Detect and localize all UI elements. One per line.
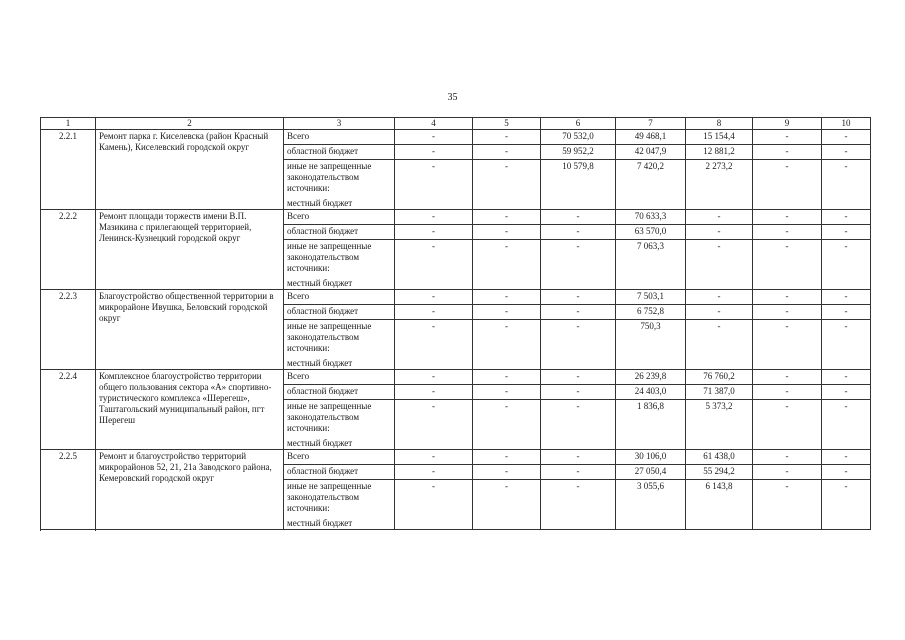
source-other	[284, 400, 395, 450]
value-cell: -	[395, 160, 473, 210]
value-cell: -	[541, 320, 616, 370]
value-cell: 7 503,1	[616, 290, 686, 305]
value-cell: 61 438,0	[686, 450, 753, 465]
value-cell: -	[822, 465, 871, 480]
column-number: 7	[616, 118, 686, 130]
source-other-label: иные не запрещенные законодательством источники:	[287, 161, 372, 193]
value-cell: 49 468,1	[616, 130, 686, 145]
value-cell: -	[822, 145, 871, 160]
source-other-label: иные не запрещенные законодательством источники:	[287, 481, 372, 513]
column-number-row	[41, 118, 871, 130]
value-cell: -	[753, 370, 822, 385]
source-regional: областной бюджет	[284, 225, 395, 240]
value-cell: -	[541, 480, 616, 530]
value-cell: -	[822, 130, 871, 145]
value-cell: 1 836,8	[616, 400, 686, 450]
value-cell: 7 420,2	[616, 160, 686, 210]
value-cell: -	[822, 320, 871, 370]
item-name: Комплексное благоустройство территории общего пользования сектора «А» спортивно-туристического комплекса «Шерегеш», Таштагольский муниципальный район, пгт Шерегеш	[96, 370, 284, 450]
column-number: 8	[686, 118, 753, 130]
value-cell: -	[753, 450, 822, 465]
source-local-label: местный бюджет	[287, 518, 353, 528]
column-number: 9	[753, 118, 822, 130]
source-total: Всего	[284, 370, 395, 385]
page-number: 35	[447, 92, 458, 103]
value-cell: -	[822, 400, 871, 450]
value-cell: -	[822, 385, 871, 400]
value-cell: -	[822, 210, 871, 225]
value-cell: -	[395, 305, 473, 320]
value-cell: -	[541, 370, 616, 385]
value-cell: 5 373,2	[686, 400, 753, 450]
value-cell: -	[473, 305, 541, 320]
value-cell: -	[395, 130, 473, 145]
value-cell: -	[541, 465, 616, 480]
value-cell: -	[686, 290, 753, 305]
source-local-label: местный бюджет	[287, 198, 353, 208]
value-cell: 63 570,0	[616, 225, 686, 240]
value-cell: 3 055,6	[616, 480, 686, 530]
value-cell: -	[473, 145, 541, 160]
value-cell: -	[822, 225, 871, 240]
value-cell: -	[473, 450, 541, 465]
value-cell: -	[395, 370, 473, 385]
item-name: Благоустройство общественной территории в микрорайоне Ивушка, Беловский городской округ	[96, 290, 284, 370]
value-cell: 750,3	[616, 320, 686, 370]
value-cell: 71 387,0	[686, 385, 753, 400]
source-local-label: местный бюджет	[287, 438, 353, 448]
source-total: Всего	[284, 210, 395, 225]
value-cell: -	[822, 290, 871, 305]
table-row	[41, 370, 871, 385]
value-cell: 26 239,8	[616, 370, 686, 385]
value-cell: -	[473, 480, 541, 530]
value-cell: 27 050,4	[616, 465, 686, 480]
value-cell: -	[395, 210, 473, 225]
value-cell: -	[473, 385, 541, 400]
value-cell: -	[395, 400, 473, 450]
value-cell: 6 752,8	[616, 305, 686, 320]
source-other-label: иные не запрещенные законодательством источники:	[287, 401, 372, 433]
value-cell: -	[395, 450, 473, 465]
value-cell: -	[473, 240, 541, 290]
table-row	[41, 210, 871, 225]
source-total: Всего	[284, 130, 395, 145]
source-regional: областной бюджет	[284, 145, 395, 160]
value-cell: -	[753, 210, 822, 225]
value-cell: -	[395, 320, 473, 370]
value-cell: -	[541, 450, 616, 465]
source-other	[284, 480, 395, 530]
item-name: Ремонт и благоустройство территорий микрорайонов 52, 21, 21а Заводского района, Кемеровский городской округ	[96, 450, 284, 530]
value-cell: -	[822, 480, 871, 530]
value-cell: -	[473, 160, 541, 210]
column-number: 3	[284, 118, 395, 130]
value-cell: -	[473, 370, 541, 385]
value-cell: 6 143,8	[686, 480, 753, 530]
source-regional: областной бюджет	[284, 385, 395, 400]
value-cell: -	[541, 305, 616, 320]
value-cell: -	[753, 160, 822, 210]
value-cell: -	[686, 240, 753, 290]
item-code: 2.2.1	[41, 130, 96, 210]
value-cell: -	[753, 145, 822, 160]
column-number: 1	[41, 118, 96, 130]
value-cell: -	[686, 320, 753, 370]
value-cell: 24 403,0	[616, 385, 686, 400]
value-cell: -	[473, 130, 541, 145]
value-cell: 30 106,0	[616, 450, 686, 465]
source-regional: областной бюджет	[284, 305, 395, 320]
table-row	[41, 290, 871, 305]
value-cell: -	[541, 210, 616, 225]
value-cell: -	[541, 240, 616, 290]
value-cell: -	[686, 225, 753, 240]
table-row	[41, 450, 871, 465]
value-cell: -	[473, 225, 541, 240]
column-number: 6	[541, 118, 616, 130]
source-other-label: иные не запрещенные законодательством источники:	[287, 321, 372, 353]
source-other	[284, 160, 395, 210]
source-local-label: местный бюджет	[287, 278, 353, 288]
value-cell: -	[753, 465, 822, 480]
source-regional: областной бюджет	[284, 465, 395, 480]
value-cell: -	[753, 480, 822, 530]
source-local-label: местный бюджет	[287, 358, 353, 368]
value-cell: -	[395, 225, 473, 240]
value-cell: -	[395, 145, 473, 160]
value-cell: -	[686, 305, 753, 320]
source-other-label: иные не запрещенные законодательством источники:	[287, 241, 372, 273]
table-row	[41, 130, 871, 145]
value-cell: -	[753, 305, 822, 320]
item-code: 2.2.3	[41, 290, 96, 370]
value-cell: 59 952,2	[541, 145, 616, 160]
value-cell: -	[822, 160, 871, 210]
source-other	[284, 240, 395, 290]
source-total: Всего	[284, 450, 395, 465]
budget-table	[40, 117, 871, 530]
value-cell: -	[753, 385, 822, 400]
value-cell: -	[822, 450, 871, 465]
value-cell: -	[473, 465, 541, 480]
value-cell: 76 760,2	[686, 370, 753, 385]
source-other	[284, 320, 395, 370]
value-cell: -	[686, 210, 753, 225]
value-cell: 2 273,2	[686, 160, 753, 210]
value-cell: -	[541, 290, 616, 305]
value-cell: -	[395, 480, 473, 530]
value-cell: 70 633,3	[616, 210, 686, 225]
item-name: Ремонт парка г. Киселевска (район Красный Камень), Киселевский городской округ	[96, 130, 284, 210]
value-cell: -	[395, 290, 473, 305]
value-cell: -	[822, 240, 871, 290]
value-cell: -	[473, 400, 541, 450]
value-cell: -	[822, 370, 871, 385]
value-cell: -	[473, 290, 541, 305]
value-cell: 15 154,4	[686, 130, 753, 145]
value-cell: -	[395, 465, 473, 480]
item-code: 2.2.2	[41, 210, 96, 290]
value-cell: 55 294,2	[686, 465, 753, 480]
value-cell: 42 047,9	[616, 145, 686, 160]
value-cell: -	[541, 385, 616, 400]
value-cell: -	[822, 305, 871, 320]
item-code: 2.2.5	[41, 450, 96, 530]
value-cell: -	[395, 240, 473, 290]
source-total: Всего	[284, 290, 395, 305]
item-code: 2.2.4	[41, 370, 96, 450]
value-cell: 7 063,3	[616, 240, 686, 290]
value-cell: -	[395, 385, 473, 400]
value-cell: -	[753, 290, 822, 305]
value-cell: 12 881,2	[686, 145, 753, 160]
column-number: 4	[395, 118, 473, 130]
value-cell: 10 579,8	[541, 160, 616, 210]
value-cell: -	[753, 225, 822, 240]
column-number: 2	[96, 118, 284, 130]
value-cell: -	[753, 400, 822, 450]
value-cell: -	[473, 210, 541, 225]
item-name: Ремонт площади торжеств имени В.П. Мазикина с прилегающей территорией, Ленинск-Кузнецкий городской округ	[96, 210, 284, 290]
column-number: 5	[473, 118, 541, 130]
value-cell: -	[753, 240, 822, 290]
column-number: 10	[822, 118, 871, 130]
value-cell: -	[473, 320, 541, 370]
value-cell: -	[541, 225, 616, 240]
value-cell: -	[753, 130, 822, 145]
value-cell: -	[541, 400, 616, 450]
value-cell: 70 532,0	[541, 130, 616, 145]
value-cell: -	[753, 320, 822, 370]
